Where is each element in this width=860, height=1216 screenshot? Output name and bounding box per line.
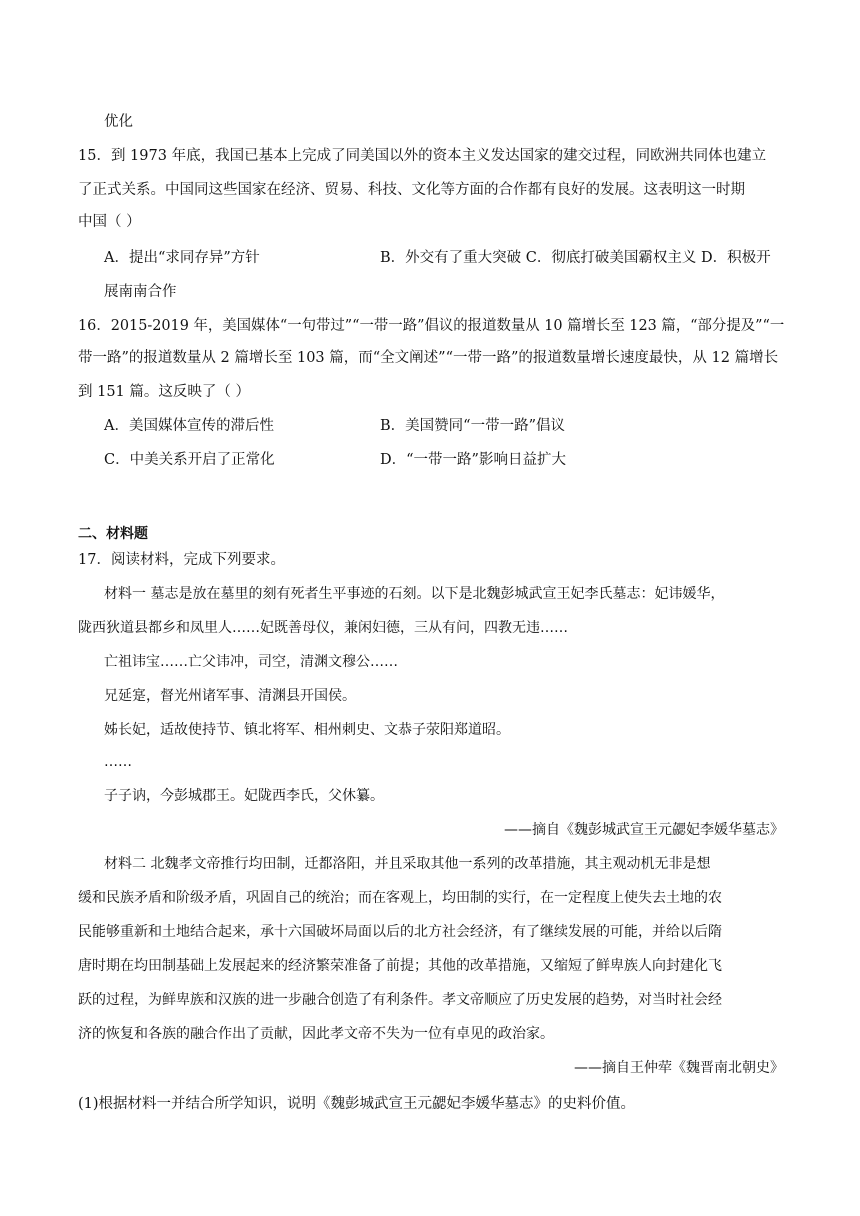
q16-line-1: 16．2015-2019 年，美国媒体“一句带过”“一带一路”倡议的报道数量从 10 篇增长至 123 篇，“部分提及”“一 — [78, 318, 785, 334]
m1-line-3: 亡祖讳宝……亡父讳冲，司空，清渊文穆公…… — [104, 654, 398, 670]
q16-option-a: A．美国媒体宣传的滞后性 — [104, 418, 274, 434]
m1-line-7: 子子讷，今彭城郡王。妃陇西李氏，父休纂。 — [104, 788, 384, 804]
m2-line-6: 济的恢复和各族的融合作出了贡献，因此孝文帝不失为一位有卓见的政治家。 — [78, 1026, 554, 1042]
section-2-title: 二、材料题 — [78, 526, 148, 542]
m2-line-5: 跃的过程，为鲜卑族和汉族的进一步融合创造了有利条件。孝文帝顺应了历史发展的趋势，对当时社会经 — [78, 992, 722, 1008]
q17-sub-question-1: (1)根据材料一并结合所学知识，说明《魏彭城武宣王元勰妃李媛华墓志》的史料价值。 — [78, 1096, 636, 1112]
q16-line-2: 带一路”的报道数量从 2 篇增长至 103 篇，而“全文阐述”“一带一路”的报道数量增长速度最快，从 12 篇增长 — [78, 350, 779, 366]
m1-line-4: 兄延寔，督光州诸军事、清渊县开国侯。 — [104, 688, 356, 704]
m1-line-5: 姊长妃，适故使持节、镇北将军、相州刺史、文恭子荥阳郑道昭。 — [104, 722, 510, 738]
m1-line-6: …… — [104, 754, 132, 770]
m2-line-1: 材料二 北魏孝文帝推行均田制，迁都洛阳，并且采取其他一系列的改革措施，其主观动机无非是想 — [104, 856, 711, 872]
q16-option-b: B．美国赞同“一带一路”倡议 — [380, 418, 565, 434]
m2-line-4: 唐时期在均田制基础上发展起来的经济繁荣准备了前提；其他的改革措施，又缩短了鲜卑族人向封建化飞 — [78, 958, 722, 974]
m1-line-1: 材料一 墓志是放在墓里的刻有死者生平事迹的石刻。以下是北魏彭城武宣王妃李氏墓志：妃讳媛华， — [104, 586, 725, 602]
m2-source: ——摘自王仲荦《魏晋南北朝史》 — [574, 1060, 784, 1076]
q15-line-2: 了正式关系。中国同这些国家在经济、贸易、科技、文化等方面的合作都有良好的发展。这表明这一时期 — [78, 182, 745, 198]
m2-line-3: 民能够重新和土地结合起来，承十六国破坏局面以后的北方社会经济，有了继续发展的可能，并给以后隋 — [78, 924, 722, 940]
m1-line-2: 陇西狄道县都乡和凤里人……妃既善母仪，兼闲妇德，三从有问，四教无违…… — [78, 620, 568, 636]
q16-option-d: D．“一带一路”影响日益扩大 — [380, 452, 566, 468]
q15-option-a: A．提出“求同存异”方针 — [104, 250, 260, 266]
q15-option-d-tail: 展南南合作 — [104, 284, 177, 300]
q15-line-3: 中国（ ） — [78, 214, 141, 230]
m1-source: ——摘自《魏彭城武宣王元勰妃李媛华墓志》 — [504, 822, 784, 838]
q14-tail: 优化 — [104, 114, 133, 130]
q16-option-c: C．中美关系开启了正常化 — [104, 452, 275, 468]
m2-line-2: 缓和民族矛盾和阶级矛盾，巩固自己的统治；而在客观上，均田制的实行，在一定程度上使失去土地的农 — [78, 890, 722, 906]
q15-options-bcd: B．外交有了重大突破 C．彻底打破美国霸权主义 D．积极开 — [380, 250, 771, 266]
q17-stem: 17．阅读材料，完成下列要求。 — [78, 552, 285, 568]
q15-line-1: 15．到 1973 年底，我国已基本上完成了同美国以外的资本主义发达国家的建交过程，同欧洲共同体也建立 — [78, 148, 767, 164]
q16-line-3: 到 151 篇。这反映了（ ） — [78, 384, 251, 400]
